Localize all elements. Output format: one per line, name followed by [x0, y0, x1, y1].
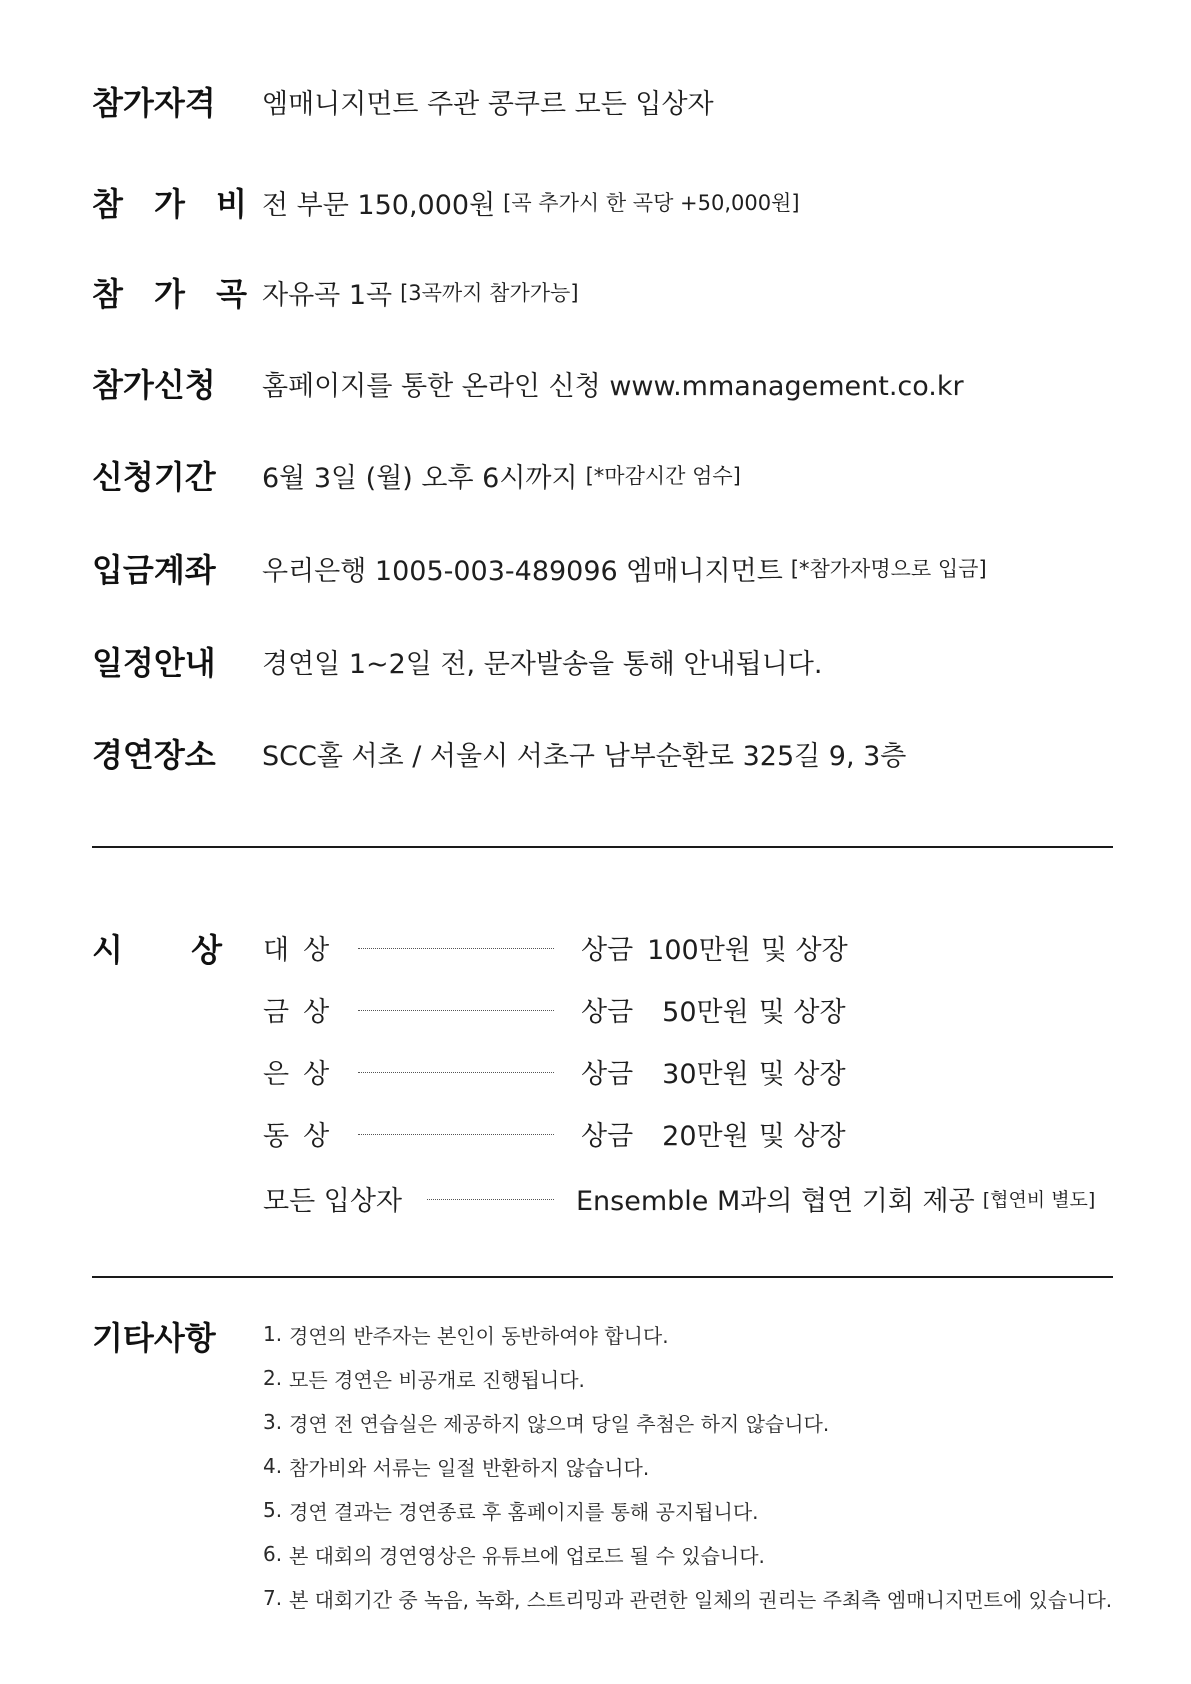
info-row-period [92, 450, 741, 500]
info-note: [*마감시간 엄수] [585, 464, 741, 488]
list-item [263, 1312, 1112, 1356]
list-item-number: 5. [263, 1498, 283, 1522]
info-row-piece [92, 267, 579, 317]
prize-heading-char: 시 [92, 931, 123, 969]
prize-desc [581, 987, 846, 1031]
prize-suffix: 및 상장 [758, 1120, 846, 1152]
list-item [263, 1356, 1112, 1400]
prize-name: 대상 [263, 934, 344, 966]
info-value: 우리은행 1005-003-489096 엠매니지먼트 [262, 555, 783, 587]
dotted-leader [358, 1134, 554, 1135]
info-note: [곡 추가시 한 곡당 +50,000원] [503, 191, 800, 215]
list-item-number: 1. [263, 1322, 283, 1346]
prize-collab-note: [협연비 별도] [982, 1188, 1096, 1211]
list-item-text: 참가비와 서류는 일절 반환하지 않습니다. [289, 1455, 650, 1480]
list-item-text: 본 대회의 경연영상은 유튜브에 업로드 될 수 있습니다. [289, 1543, 765, 1568]
prize-row-grand [263, 925, 848, 969]
list-item-number: 2. [263, 1366, 283, 1390]
prize-suffix: 및 상장 [758, 1058, 846, 1090]
info-label: 신청기간 [92, 458, 216, 496]
info-label: 경연장소 [92, 736, 216, 774]
prize-desc [581, 925, 848, 969]
list-item-number: 7. [263, 1586, 283, 1610]
prize-name: 동상 [263, 1120, 344, 1152]
section-divider [92, 846, 1113, 848]
info-value: 경연일 1~2일 전, 문자발송을 통해 안내됩니다. [262, 648, 823, 680]
prize-amount: 30만원 [662, 1058, 749, 1090]
prize-prefix: 상금 [581, 1058, 634, 1090]
info-row-account [92, 543, 987, 593]
etc-label: 기타사항 [92, 1319, 216, 1357]
list-item [263, 1576, 1112, 1620]
info-row-schedule [92, 636, 822, 686]
list-item-number: 6. [263, 1542, 283, 1566]
prize-collab-desc: Ensemble M과의 협연 기회 제공 [576, 1185, 975, 1217]
info-label: 참 가 곡 [92, 275, 258, 313]
prize-row-bronze [263, 1111, 846, 1155]
info-row-eligibility [92, 76, 714, 126]
list-item-text: 경연의 반주자는 본인이 동반하여야 합니다. [289, 1323, 669, 1348]
list-item-number: 4. [263, 1454, 283, 1478]
info-label: 입금계좌 [92, 551, 216, 589]
prize-heading-char: 상 [191, 931, 222, 969]
info-row-application [92, 358, 964, 408]
prize-desc [581, 1111, 846, 1155]
prize-amount: 20만원 [662, 1120, 749, 1152]
prize-amount: 100만원 [647, 934, 751, 966]
list-item [263, 1532, 1112, 1576]
prize-desc [576, 1176, 1095, 1220]
section-divider [92, 1276, 1113, 1278]
prize-suffix: 및 상장 [760, 934, 848, 966]
info-value: 홈페이지를 통한 온라인 신청 www.mmanagement.co.kr [262, 370, 964, 402]
prize-amount: 50만원 [662, 996, 749, 1028]
list-item [263, 1400, 1112, 1444]
prize-prefix: 상금 [581, 1120, 634, 1152]
dotted-leader [358, 1072, 554, 1073]
prize-name: 은상 [263, 1058, 344, 1090]
list-item-text: 모든 경연은 비공개로 진행됩니다. [289, 1367, 585, 1392]
info-value: 전 부문 150,000원 [262, 189, 496, 221]
info-value: 자유곡 1곡 [262, 279, 393, 311]
list-item-text: 경연 결과는 경연종료 후 홈페이지를 통해 공지됩니다. [289, 1499, 759, 1524]
info-label: 참 가 비 [92, 185, 258, 223]
info-value: 엠매니지먼트 주관 콩쿠르 모든 입상자 [262, 88, 714, 120]
prize-desc [581, 1049, 846, 1093]
list-item-text: 경연 전 연습실은 제공하지 않으며 당일 추첨은 하지 않습니다. [289, 1411, 830, 1436]
etc-list [263, 1312, 1112, 1620]
prize-heading [92, 925, 222, 971]
dotted-leader [427, 1199, 554, 1200]
prize-prefix: 상금 [581, 996, 634, 1028]
list-item-text: 본 대회기간 중 녹음, 녹화, 스트리밍과 관련한 일체의 권리는 주최측 엠매니지먼트에 있습니다. [289, 1587, 1113, 1612]
info-note: [*참가자명으로 입금] [790, 557, 987, 581]
list-item-number: 3. [263, 1410, 283, 1434]
info-value: SCC홀 서초 / 서울시 서초구 남부순환로 325길 9, 3층 [262, 740, 907, 772]
dotted-leader [358, 948, 554, 949]
dotted-leader [358, 1010, 554, 1011]
prize-row-all-winners [263, 1176, 1096, 1220]
list-item [263, 1444, 1112, 1488]
prize-suffix: 및 상장 [758, 996, 846, 1028]
info-label: 참가자격 [92, 84, 216, 122]
info-note: [3곡까지 참가가능] [400, 281, 579, 305]
info-value: 6월 3일 (월) 오후 6시까지 [262, 462, 578, 494]
prize-prefix: 상금 [581, 934, 634, 966]
prize-name: 금상 [263, 996, 344, 1028]
info-label: 참가신청 [92, 366, 216, 404]
info-label: 일정안내 [92, 644, 216, 682]
prize-name: 모든 입상자 [263, 1185, 402, 1217]
prize-row-silver [263, 1049, 846, 1093]
info-row-fee [92, 177, 800, 227]
prize-row-gold [263, 987, 846, 1031]
info-row-venue [92, 728, 906, 778]
list-item [263, 1488, 1112, 1532]
